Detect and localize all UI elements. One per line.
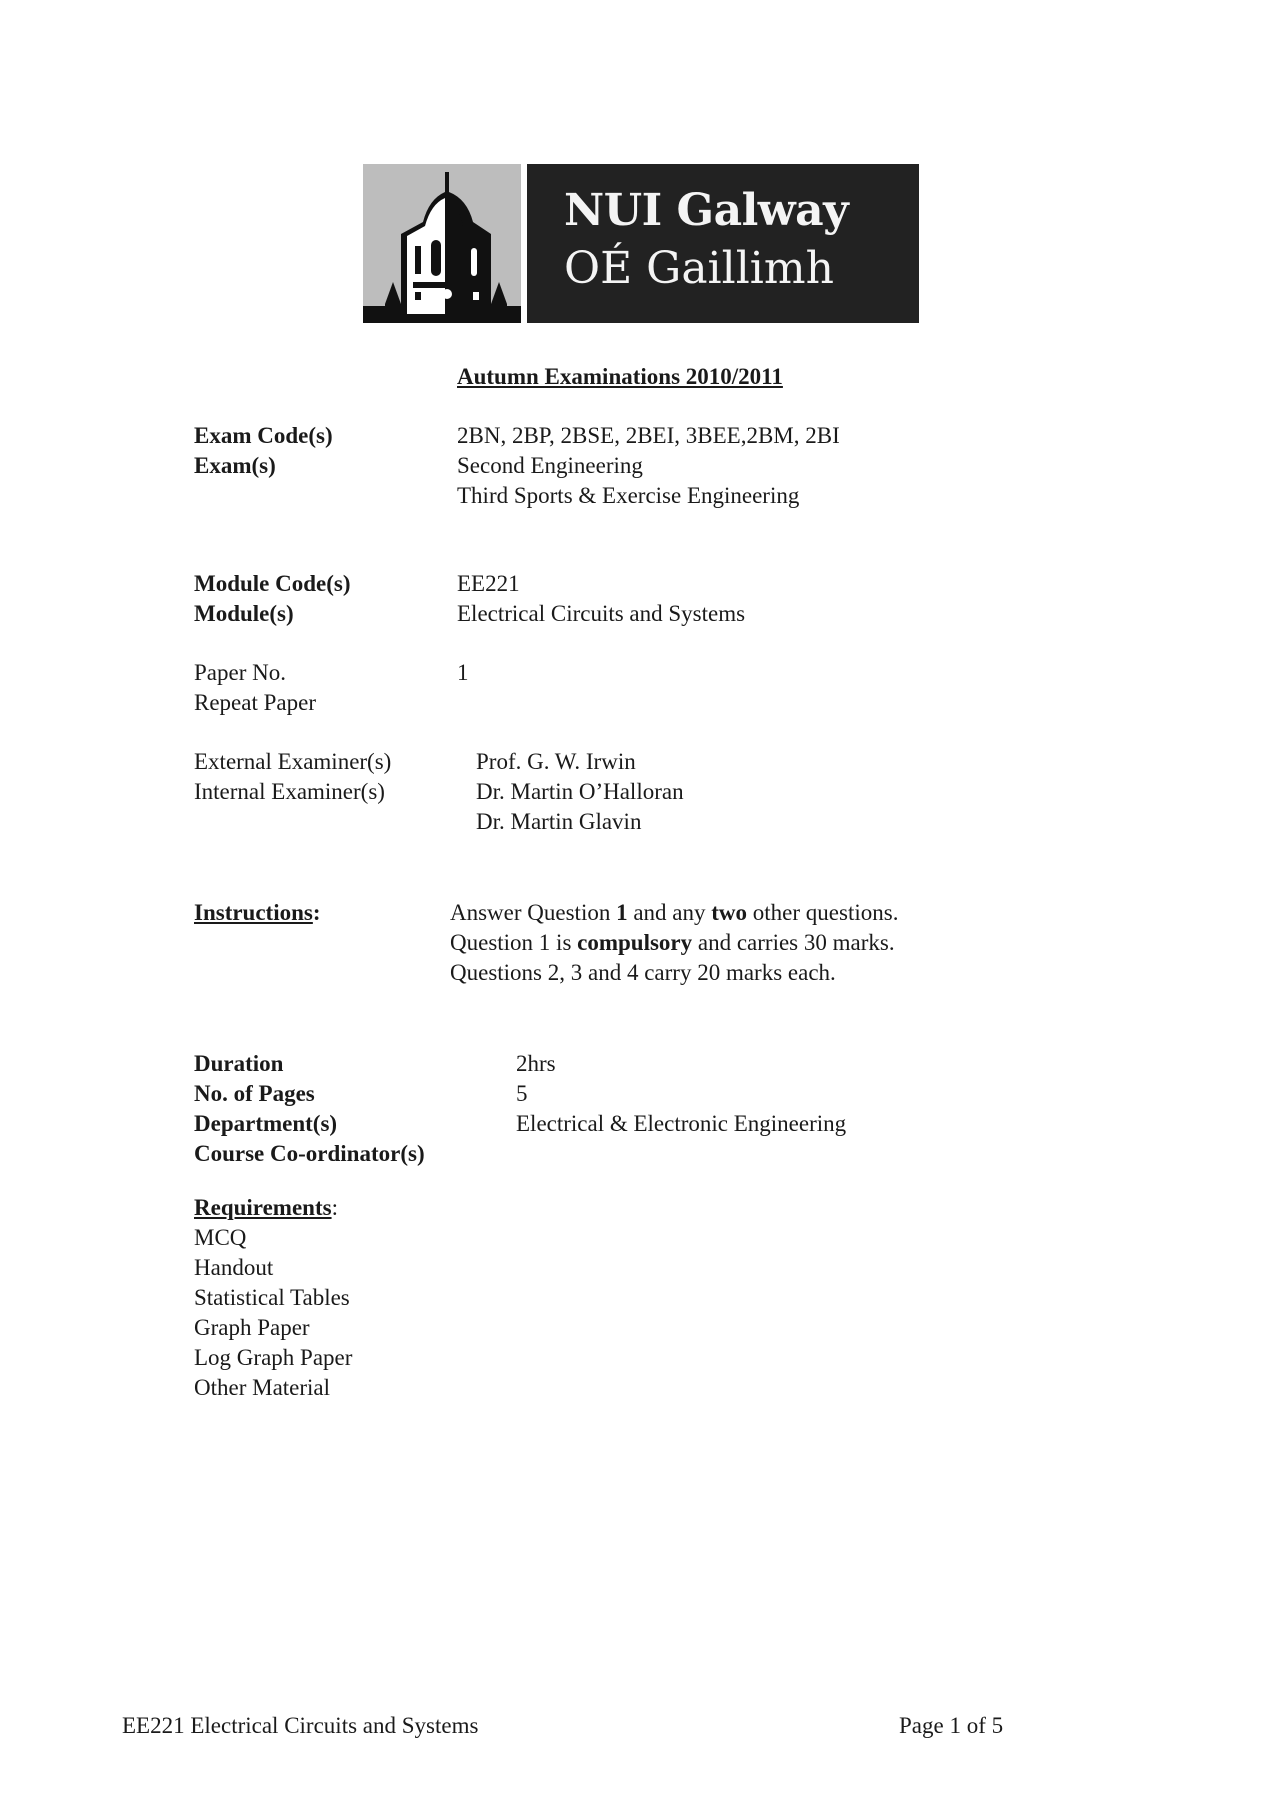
paper-no-value: 1 [457,660,469,685]
instructions-heading: Instructions: [194,900,321,925]
requirement-item: Log Graph Paper [194,1345,353,1370]
instruction-line-1: Answer Question 1 and any two other questions. [450,900,899,925]
requirement-item: MCQ [194,1225,247,1250]
requirement-item: Other Material [194,1375,331,1400]
examiner-labels [194,747,391,807]
instruction-line-3: Questions 2, 3 and 4 carry 20 marks each. [450,960,836,985]
exam-codes-label: Exam Code(s) [194,423,333,448]
module-name-value: Electrical Circuits and Systems [457,601,746,626]
footer-module: EE221 Electrical Circuits and Systems [122,1713,479,1738]
paper-values [457,658,469,688]
university-logo [363,164,919,323]
pages-label: No. of Pages [194,1081,315,1106]
footer-page-number: Page 1 of 5 [899,1713,1004,1738]
logo-text-english: NUI Galway [564,185,849,236]
internal-examiner-label: Internal Examiner(s) [194,779,385,804]
examiner-name-2: Dr. Martin O’Halloran [476,779,684,804]
pages-value: 5 [516,1081,528,1106]
exam-value-2: Third Sports & Exercise Engineering [457,483,800,508]
examiner-name-1: Prof. G. W. Irwin [476,749,636,774]
module-labels [194,569,351,629]
repeat-paper-label: Repeat Paper [194,690,316,715]
requirement-item: Graph Paper [194,1315,310,1340]
external-examiner-label: External Examiner(s) [194,749,392,774]
paper-no-label: Paper No. [194,660,286,685]
instructions-text [450,898,898,988]
exam-session-title: Autumn Examinations 2010/2011 [457,364,783,389]
requirements-heading: Requirements: [194,1195,338,1220]
duration-value: 2hrs [516,1051,556,1076]
exam-values [457,421,840,511]
department-value: Electrical & Electronic Engineering [516,1111,847,1136]
duration-label: Duration [194,1051,284,1076]
requirements-section [194,1193,352,1403]
requirement-item: Statistical Tables [194,1285,350,1310]
exam-value-1: Second Engineering [457,453,643,478]
paper-labels [194,658,316,718]
logo-wordmark [527,164,919,323]
module-values [457,569,745,629]
module-name-label: Module(s) [194,601,294,626]
logo-text-irish: OÉ Gaillimh [564,243,834,294]
detail-labels [194,1049,425,1169]
module-code-value: EE221 [457,571,520,596]
department-label: Department(s) [194,1111,338,1136]
instruction-line-2: Question 1 is compulsory and carries 30 marks. [450,930,895,955]
exams-label: Exam(s) [194,453,276,478]
module-code-label: Module Code(s) [194,571,351,596]
examiner-name-3: Dr. Martin Glavin [476,809,642,834]
tower-emblem-icon [363,164,521,323]
examiner-names [476,747,684,837]
exam-labels [194,421,333,481]
detail-values [516,1049,846,1139]
instructions-label: Instructions [194,900,313,925]
coordinator-label: Course Co-ordinator(s) [194,1141,425,1166]
exam-codes-value: 2BN, 2BP, 2BSE, 2BEI, 3BEE,2BM, 2BI [457,423,840,448]
requirement-item: Handout [194,1255,274,1280]
